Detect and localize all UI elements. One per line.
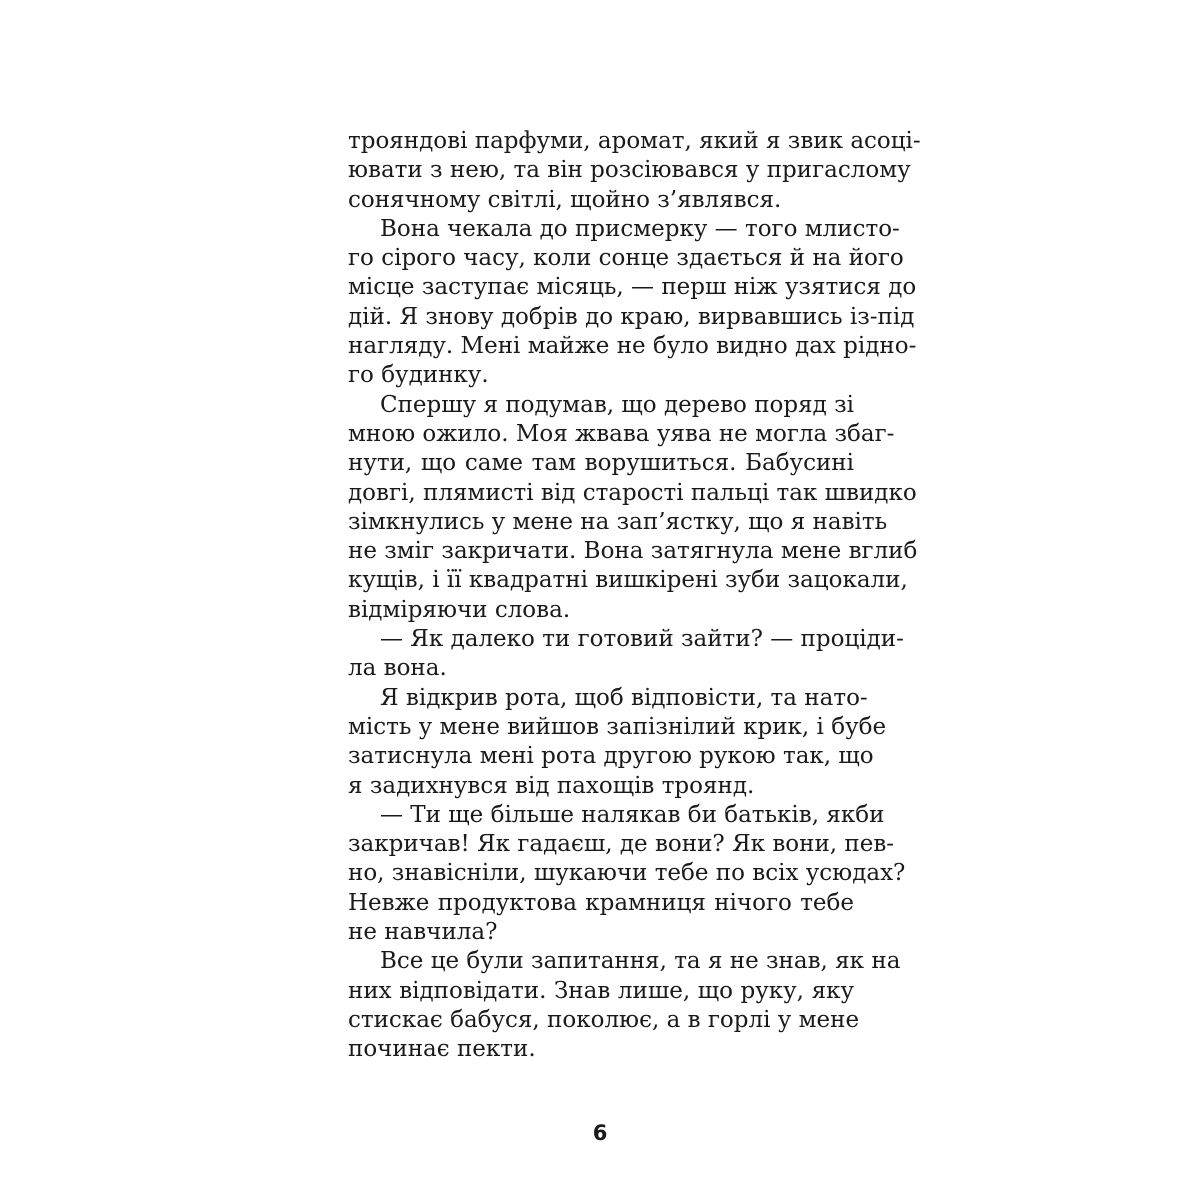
text-line: відміряючи слова. bbox=[348, 596, 571, 623]
text-line: місце заступає місяць, — перш ніж узятися до bbox=[348, 274, 917, 301]
text-line: сонячному світлі, щойно з’являвся. bbox=[348, 186, 782, 213]
text-line: дій. Я знову добрів до краю, вирвавшись із-під bbox=[348, 303, 915, 330]
text-line: мною ожило. Моя жвава уява не могла збаг- bbox=[348, 420, 895, 447]
text-line: стискає бабуся, поколює, а в горлі у мене bbox=[348, 1006, 860, 1033]
text-line: го сірого часу, коли сонце здається й на його bbox=[348, 245, 904, 272]
text-line: — Як далеко ти готовий зайти? — проціди- bbox=[380, 626, 904, 653]
body-text bbox=[348, 127, 921, 1065]
text-line: довгі, плямисті від старості пальці так швидко bbox=[348, 479, 917, 506]
text-line: не навчила? bbox=[348, 919, 498, 946]
text-line: Вона чекала до присмерку — того млисто- bbox=[380, 215, 900, 242]
text-line: нути, що саме там ворушиться. Бабусині bbox=[348, 450, 854, 477]
text-line: затиснула мені рота другою рукою так, що bbox=[348, 743, 874, 770]
text-line: Все це були запитання, та я не знав, як на bbox=[380, 948, 901, 975]
text-line: я задихнувся від пахощів троянд. bbox=[348, 772, 755, 799]
text-line: но, знавісніли, шукаючи тебе по всіх усюдах? bbox=[348, 860, 906, 887]
text-line: ювати з нею, та він розсіювався у пригаслому bbox=[348, 157, 911, 184]
text-line: них відповідати. Знав лише, що руку, яку bbox=[348, 977, 854, 1004]
text-line: нагляду. Мені майже не було видно дах рідно- bbox=[348, 333, 917, 360]
text-line: закричав! Як гадаєш, де вони? Як вони, пев- bbox=[348, 831, 895, 858]
text-line: Невже продуктова крамниця нічого тебе bbox=[348, 889, 854, 916]
text-line: починає пекти. bbox=[348, 1036, 536, 1063]
text-line: Я відкрив рота, щоб відповісти, та нато- bbox=[380, 684, 868, 711]
text-line: го будинку. bbox=[348, 362, 489, 389]
text-line: ла вона. bbox=[348, 655, 447, 682]
text-line: Спершу я подумав, що дерево поряд зі bbox=[380, 391, 854, 418]
text-line: мість у мене вийшов запізнілий крик, і бубе bbox=[348, 713, 887, 740]
page-number: 6 bbox=[592, 1121, 608, 1145]
text-line: трояндові парфуми, аромат, який я звик асоці- bbox=[348, 128, 921, 154]
text-line: кущів, і її квадратні вишкірені зуби зацокали, bbox=[348, 567, 908, 594]
text-line: зімкнулись у мене на зап’ястку, що я навіть bbox=[348, 508, 888, 535]
text-line: не зміг закричати. Вона затягнула мене вглиб bbox=[348, 538, 918, 565]
text-line: — Ти ще більше налякав би батьків, якби bbox=[380, 801, 885, 828]
